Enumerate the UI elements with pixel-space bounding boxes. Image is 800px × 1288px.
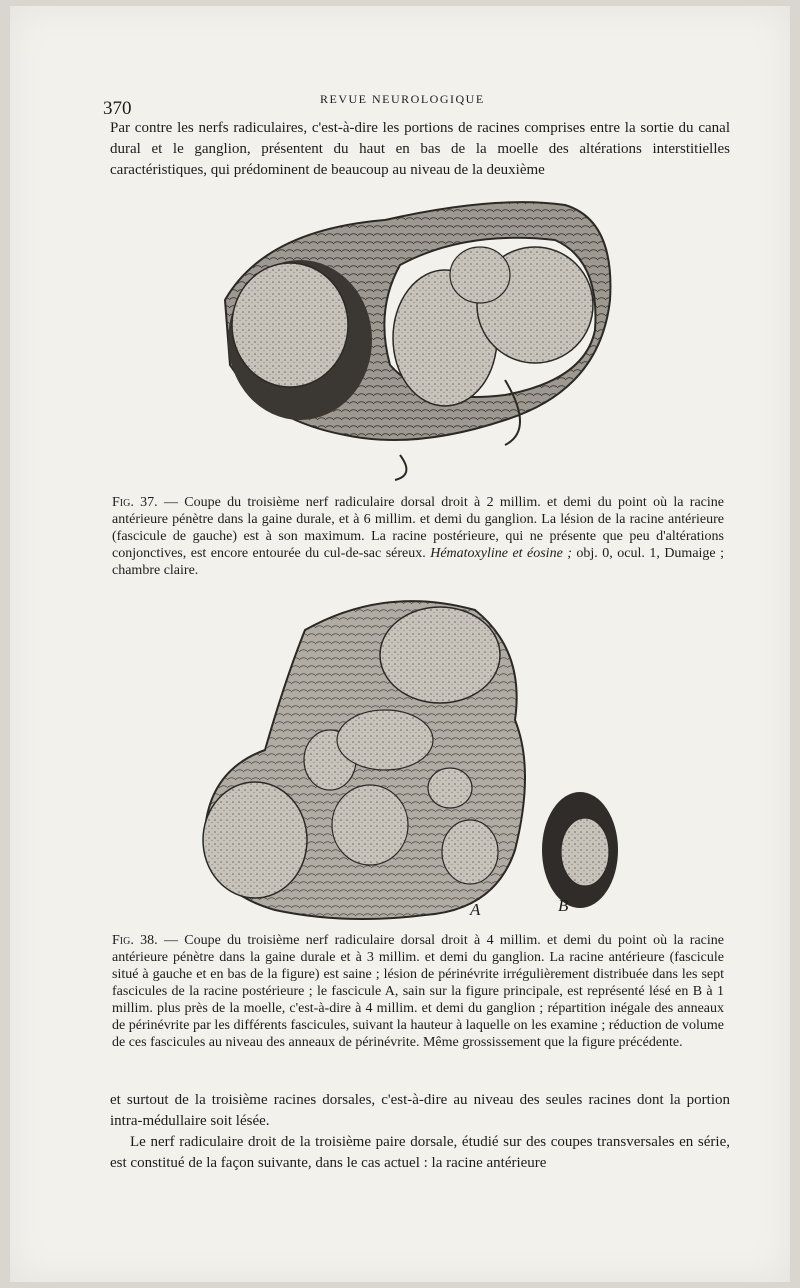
body-text-top: [110, 118, 730, 181]
paragraph: Par contre les nerfs radiculaires, c'est-à-dire les portions de racines comprises entre la sortie du canal dural et le ganglion, présentent du haut en bas de la moelle des altérations interstitielles caractéristiques, qui prédominent de beaucoup au niveau de la deuxième: [110, 120, 730, 178]
figure-label: Fig. 38.: [112, 933, 158, 948]
paragraph: et surtout de la troisième racines dorsales, c'est-à-dire au niveau des seules racines dont la portion intra-médullaire soit lésée.: [110, 1092, 730, 1129]
figure-38-illustration: [195, 590, 625, 930]
fascicle-marker-b: B: [558, 896, 569, 915]
paragraph: Le nerf radiculaire droit de la troisième paire dorsale, étudié sur des coupes transversales en série, est constitué de la façon suivante, dans le cas actuel : la racine antérieure: [110, 1134, 730, 1171]
figure-label: Fig. 37.: [112, 495, 158, 510]
stain-name: Hématoxyline et éosine ;: [430, 546, 572, 561]
caption-end: obj. 0, ocul. 1, Dumaige ; chambre claire.: [112, 546, 725, 578]
figure-37-illustration: [205, 190, 625, 485]
body-text-bottom: [110, 1090, 730, 1174]
caption-text: — Coupe du troisième nerf radiculaire dorsal droit à 4 millim. et demi du point où la racine antérieure pénètre dans la gaine durale et à 3 millim. et demi du ganglion. La racine antérieure (fascicule situé à gauche et en bas de la figure) est saine ; lésion de périnévrite irrégulièrement distribuée dans les sept fascicules de la racine postérieure ; le fascicule A, sain sur la figure principale, est représenté lésé en B à 1 millim. plus près de la moelle, c'est-à-dire à 4 millim. et demi du ganglion ; répartition inégale des anneaux de périnévrite par les différents fascicules, suivant la hauteur à laquelle on les examine ; réduction de volume de ces fascicules au niveau des anneaux de périnévrite. Même grossissement que la figure précédente.: [112, 933, 724, 1050]
figure-37-caption: [112, 494, 724, 579]
running-title: REVUE NEUROLOGIQUE: [320, 92, 485, 106]
figure-38-caption: [112, 932, 724, 1051]
page-number: 370: [103, 98, 132, 119]
fascicle-marker-a: A: [470, 900, 481, 919]
caption-text: — Coupe du troisième nerf radiculaire dorsal droit à 2 millim. et demi du point où la racine antérieure pénètre dans la gaine durale, et à 6 millim. et demi du ganglion. La lésion de la racine antérieure (fascicule de gauche) est à son maximum. La racine postérieure, qui ne présente que peu d'altérations conjonctives, est encore entourée du cul-de-sac séreux.: [112, 495, 724, 561]
